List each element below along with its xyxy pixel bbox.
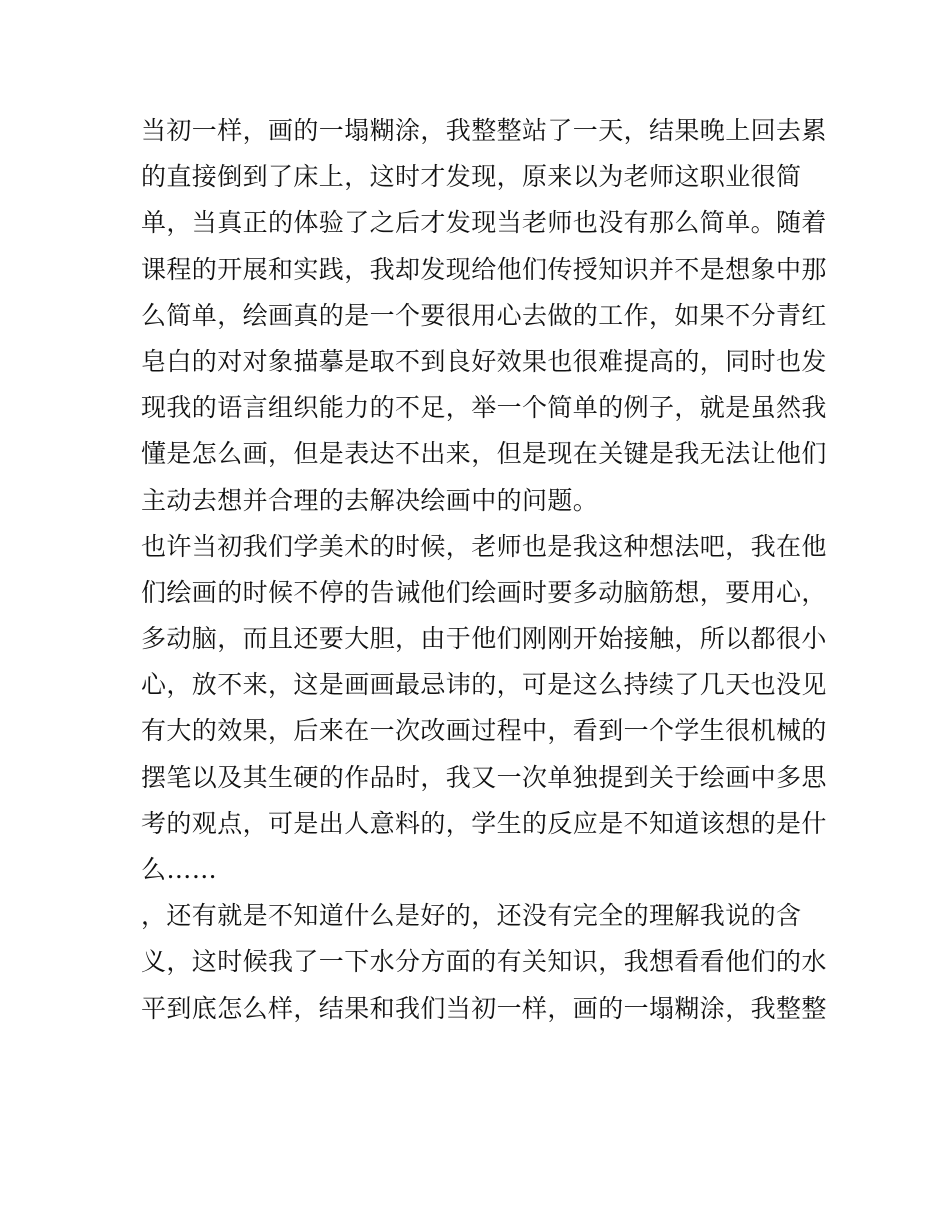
text-line: 们绘画的时候不停的告诫他们绘画时要多动脑筋想，要用心，: [141, 577, 827, 607]
text-line: ，还有就是不知道什么是好的，还没有完全的理解我说的含: [141, 901, 802, 931]
text-line: 懂是怎么画，但是表达不出来，但是现在关键是我无法让他们: [141, 439, 827, 469]
text-line: 单，当真正的体验了之后才发现当老师也没有那么简单。随着: [141, 208, 827, 238]
text-line: 多动脑，而且还要大胆，由于他们刚刚开始接触，所以都很小: [141, 624, 827, 654]
text-line: 摆笔以及其生硬的作品时，我又一次单独提到关于绘画中多思: [141, 762, 827, 792]
text-line: 义，这时候我了一下水分方面的有关知识，我想看看他们的水: [141, 947, 827, 977]
body-text: [141, 108, 827, 1032]
text-line: 皂白的对对象描摹是取不到良好效果也很难提高的，同时也发: [141, 346, 827, 376]
text-line: 当初一样，画的一塌糊涂，我整整站了一天，结果晚上回去累: [141, 116, 827, 145]
text-line: 主动去想并合理的去解决绘画中的问题。: [141, 485, 599, 515]
text-line: 有大的效果，后来在一次改画过程中，看到一个学生很机械的: [141, 716, 827, 746]
text-line: 的直接倒到了床上，这时才发现，原来以为老师这职业很简: [141, 162, 802, 192]
text-line: 心，放不来，这是画画最忌讳的，可是这么持续了几天也没见: [141, 670, 827, 700]
text-line: 考的观点，可是出人意料的，学生的反应是不知道该想的是什: [141, 808, 827, 838]
text-line: 么……: [141, 855, 218, 884]
text-line: 现我的语言组织能力的不足，举一个简单的例子，就是虽然我: [141, 393, 827, 423]
text-line: 平到底怎么样，结果和我们当初一样，画的一塌糊涂，我整整: [141, 993, 827, 1023]
text-line: 课程的开展和实践，我却发现给他们传授知识并不是想象中那: [141, 254, 827, 284]
text-line: 也许当初我们学美术的时候，老师也是我这种想法吧，我在他: [141, 531, 827, 561]
text-line: 么简单，绘画真的是一个要很用心去做的工作，如果不分青红: [141, 300, 827, 330]
